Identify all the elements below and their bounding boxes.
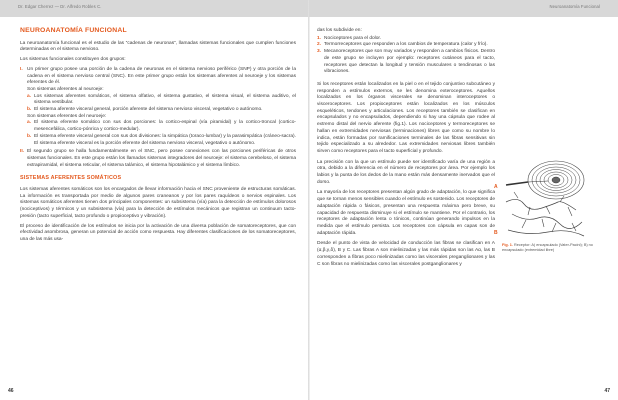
left-column — [20, 28, 296, 247]
afferent-a-marker: a. — [27, 93, 32, 99]
list-1-text: Nociceptores para el dolor. — [324, 35, 382, 41]
section-subtitle: SISTEMAS AFERENTES SOMÁTICOS — [20, 175, 122, 182]
group-two — [20, 149, 296, 169]
afferent-item-b — [27, 107, 296, 114]
afferent-a-text: Los sistemas aferentes somáticos, el sistema olfativo, el sistema gustativo, el sistema visual, el sistema auditivo, el sistema vestibular. — [34, 93, 296, 106]
figure-label-b: B — [494, 230, 498, 236]
afferent-b-marker: b. — [27, 107, 32, 113]
afferent-b-text: El sistema aferente visceral general, porción aferente del sistema nervioso visceral, vegetativo o autónomo. — [34, 107, 263, 113]
figure-label-a: A — [494, 184, 498, 190]
efferent-heading: Son sistemas eferentes del neuroeje: — [27, 113, 107, 119]
right-body-paragraph-1: Si los receptores están localizados en la piel o en el tejido conjuntivo subcutáneo y responden a estímulos externos, se les denomina exteroceptores. Aquellos localizados en los órganos viscerales se denominan interoceptores o visceroceptores. Los propioceptores están localizados en los músculos esqueléticos, tendones y articulaciones. Los receptores también se clasifican en encapsulados y no encapsulados, dependiendo si hay una cápsula que rodee al extremo distal del nervio aferente (fig.1). Los nociceptores y termoreceptores se hallan en extremidades nerviosas (terminaciones) libres que como su nombre lo indica, están formadas por ramificaciones terminales de las fibras sensitivas sin tejido especializado a su alrededor. Las extremidades nerviosas libres también sirven como receptores para el tacto superficial y profundo. — [317, 81, 495, 154]
right-body-paragraph-2: La precisión con la que un estímulo puede ser identificado varía de una región a otra, debido a la diferencia en el número de receptores por área. Por ejemplo los labios y la punta de los dedos de la mano están más densamente inervados que el dorso. — [317, 159, 495, 185]
list-3-text: Mecanoreceptores que son muy variados y responden a cambios físicos. Dentro de este grupo se incluyen por ejemplo: receptores cutáneos para el tacto, receptores que detectan la longitud y tensión musculares o tendinosas o las vibraciones. — [324, 49, 495, 75]
efferent-item-b — [27, 134, 296, 147]
group-one — [20, 67, 296, 147]
efferent-a-marker: a. — [27, 120, 32, 126]
efferent-b-marker: b. — [27, 133, 32, 139]
page-number-left: 46 — [8, 388, 14, 394]
group-one-marker: I. — [20, 66, 23, 72]
right-running-header: Neuroanatomía Funcional — [549, 4, 600, 9]
page-title: NEUROANATOMÍA FUNCIONAL — [20, 27, 127, 34]
body-paragraph-2: El proceso de identificación de los estímulos se inicia por la activación de una diversa población de somatoreceptores, que con efectividad asombrosa, generan un potencial de acción como respuesta. Hay diferentes clasificaciones de los somatoreceptores, una de las más usa- — [20, 223, 296, 242]
right-column-top — [317, 28, 495, 271]
afferent-item-a — [27, 94, 296, 107]
list-2-marker: 2. — [317, 42, 322, 48]
caption-text: Receptor: A) encapsulado (Vater-Pacini); B) no encapsulado (extremidad libre) — [502, 243, 593, 252]
intro-paragraph-2: Los sistemas funcionales constituyen dos grupos: — [20, 57, 126, 63]
intro-paragraph: La neuroanatomía funcional es el estudio de las “cadenas de neuronas”, llamadas sistemas funcionales que cumplen funciones determinadas en el sistema nervioso. — [20, 40, 296, 53]
group-one-text: Un primer grupo posee una porción de la cadena de neuronas en el sistema nervioso periférico (SNP) y otra porción de la cadena en el sistema nervioso central (SNC). En este primer grupo están los sistemas aferentes al neuroeje y los sistemas eferentes de él. — [27, 66, 296, 86]
page-number-right: 47 — [604, 388, 610, 394]
figure-caption — [502, 243, 602, 253]
group-two-marker: II. — [20, 149, 24, 155]
efferent-a-text: El sistema eferente somático con sus dos porciones: la cortico-espinal (vía piramidal) y la cortico-troncal (cortico-mesencefálica, cortico-pónrica y cortico-medular). — [34, 120, 296, 133]
body-paragraph-1: Los sistemas aferentes somáticos son los encargados de llevar información hacia el SNC proveniente de estructuras somáticas. La información es transportada por medio de algunos pares craneanos y por los pares raquídeos o nervios espinales. Los sistemas somáticos aferentes tienen dos principales componentes: un subsistema (vía) para la detección de estímulos dolorosos (nociceptivos) y térmicos y un subsistema (vía) para la detección de estímulos mecánicos que registran un continuum tacto-presión (tacto superficial, tacto profundo o propioceptivo y vibración). — [20, 187, 296, 219]
right-body-paragraph-4: Desde el punto de vista de velocidad de conducción las fibras se clasifican en A (α,β,γ,δ), B y C. Las fibras A son mielinizadas y las más rápidas son las Aα, las B corresponden a fibras poco mielinizadas como las viscerales preganglionares y las C son fibras no mielinizadas como las viscerales postganglionares y — [317, 241, 495, 267]
right-body-paragraph-3: La mayoría de los receptores presentan algún grado de adaptación, lo que significa que se tornan menos sensibles cuando el estímulo es sostenido. Los receptores de adaptación rápida o fásicos, presentan una respuesta máxima pero breve, su capacidad de respuesta disminuye si el estímulo se mantiene. Por el contrario, los receptores de adaptación lenta o tónicos, continúan generando impulsos en la medida que el estímulo persista. Los receptores con cápsula en capas son de adaptación rápida. — [317, 190, 495, 236]
efferent-b-text: El sistema eferente visceral general con sus dos divisiones: la simpática (toraco-lumbar) y la parasimpática (cráneo-sacra). El sistema eferente visceral es la porción eferente del sistema nervioso visceral, vegetativo o autónomo. — [34, 133, 296, 146]
receptor-figure — [494, 152, 598, 312]
pacinian-corpuscle-icon — [498, 152, 598, 242]
group-two-text: El segundo grupo se halla fundamentalmente en el SNC, pero posee conexiones con las porciones periféricas de otros sistemas funcionales. En este grupo están los llamados sistemas integradores del neuroeje: el sistema cerebeloso, el sistema extrapiramidal, el sistema reticular, el sistema talámico, el sistema hipotalámico y el sistema límbico. — [27, 149, 296, 168]
caption-lead: Fig. 1. — [502, 243, 513, 247]
left-running-header: Dr. Edgar Cherrez — Dr. Alfredo Robles C. — [18, 4, 102, 9]
afferent-heading: Son sistemas aferentes al neuroeje: — [27, 86, 104, 92]
list-2-text: Termorreceptores que responden a los cambios de temperatura (calor y frío). — [324, 42, 488, 48]
list-3-marker: 3. — [317, 49, 322, 55]
list-1-marker: 1. — [317, 35, 322, 41]
continuation-text: das los subdivide en: — [317, 28, 362, 33]
list-item-3 — [317, 49, 495, 76]
efferent-item-a — [27, 120, 296, 133]
